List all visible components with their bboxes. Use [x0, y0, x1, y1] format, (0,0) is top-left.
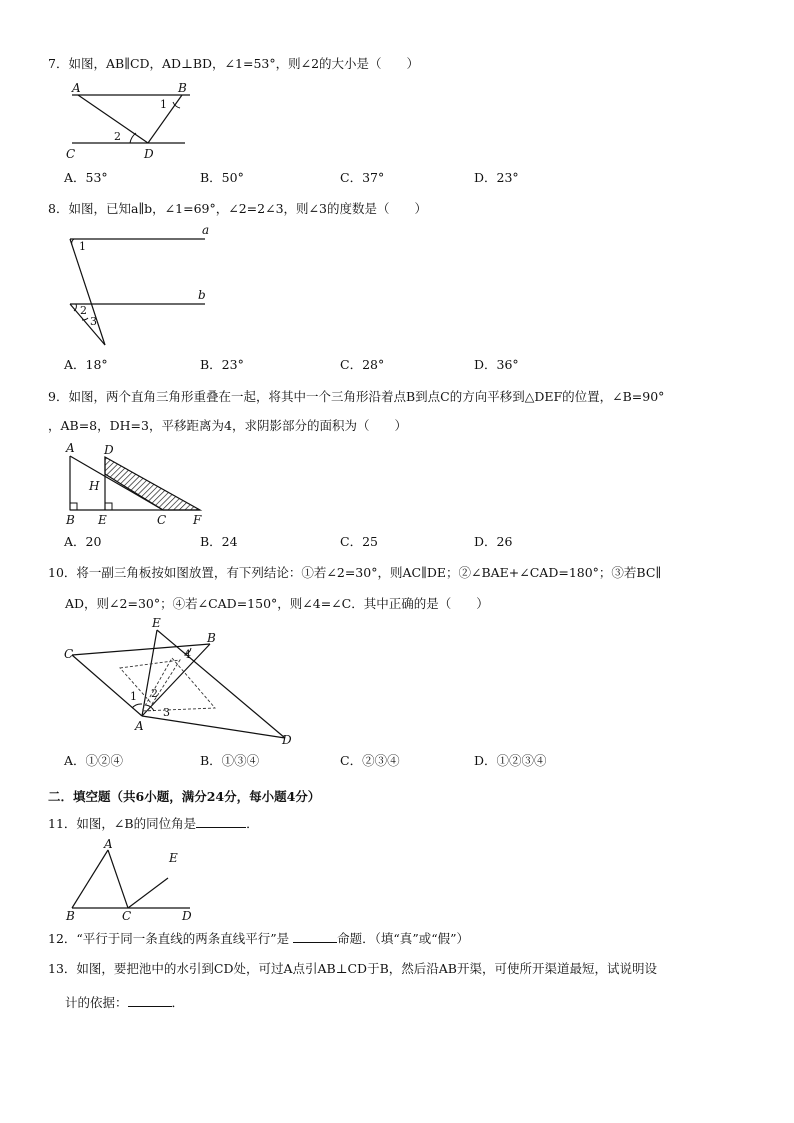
- q11-label-e: E: [169, 851, 178, 865]
- q13-answer-blank[interactable]: [128, 995, 172, 1007]
- q13-stem-line1: 13．如图，要把池中的水引到CD处，可过A点引AB⊥CD于B，然后沿AB开渠，可使所开渠道最短，试说明设: [48, 961, 657, 976]
- q9-label-a: A: [66, 441, 75, 455]
- q8-label-b: b: [198, 288, 206, 302]
- q10-label-d: D: [282, 733, 292, 747]
- q7-angle-1: 1: [160, 98, 167, 111]
- q10-label-c: C: [64, 647, 74, 661]
- q12-stem-end: 命题．（填“真”或“假”）: [337, 931, 469, 946]
- q8-angle-1: 1: [79, 240, 86, 253]
- q11-stem-text: 11．如图，∠B的同位角是: [48, 816, 197, 831]
- q9-label-c: C: [157, 513, 167, 527]
- q7-option-a[interactable]: A．53°: [64, 170, 108, 185]
- q10-stem-line1: 10．将一副三角板按如图放置，有下列结论：①若∠2=30°，则AC∥DE；②∠BAE+∠CAD=180°；③若BC∥: [48, 565, 662, 580]
- q12-stem-text: 12．“平行于同一条直线的两条直线平行”是: [48, 931, 290, 946]
- q9-label-f: F: [193, 513, 202, 527]
- q7-option-b[interactable]: B．50°: [200, 170, 244, 185]
- q13-stem-end: ．: [171, 995, 185, 1010]
- q10-label-b: B: [207, 631, 216, 645]
- q10-figure: [60, 618, 300, 748]
- q10-label-e: E: [152, 616, 161, 630]
- q11-stem: [48, 816, 259, 831]
- q11-label-a: A: [104, 837, 113, 851]
- q11-answer-blank[interactable]: [196, 816, 246, 828]
- q9-label-h: H: [89, 479, 100, 493]
- q9-stem-line2: ，AB=8，DH=3，平移距离为4，求阴影部分的面积为（ ）: [48, 418, 407, 433]
- q10-stem-line2: AD，则∠2=30°；④若∠CAD=150°，则∠4=∠C．其中正确的是（ ）: [65, 596, 489, 611]
- q8-option-c[interactable]: C．28°: [340, 357, 385, 372]
- q7-stem: 7．如图，AB∥CD，AD⊥BD，∠1=53°，则∠2的大小是（ ）: [48, 56, 420, 71]
- q10-option-b[interactable]: B．①③④: [200, 753, 260, 768]
- q11-stem-end: ．: [246, 816, 259, 831]
- q8-stem: 8．如图，已知a∥b，∠1=69°，∠2=2∠3，则∠3的度数是（ ）: [48, 201, 427, 216]
- q10-label-a: A: [135, 719, 144, 733]
- q8-option-b[interactable]: B．23°: [200, 357, 244, 372]
- q8-option-d[interactable]: D．36°: [474, 357, 519, 372]
- q8-label-a: a: [202, 223, 210, 237]
- q9-stem-line1: 9．如图，两个直角三角形重叠在一起，将其中一个三角形沿着点B到点C的方向平移到△DEF的位置，∠B=90°: [48, 389, 665, 404]
- q7-option-c[interactable]: C．37°: [340, 170, 385, 185]
- q11-label-c: C: [122, 909, 132, 923]
- q7-figure: [60, 80, 200, 165]
- q7-angle-2: 2: [114, 130, 121, 143]
- q7-label-c: C: [66, 147, 76, 161]
- q9-figure: [60, 442, 210, 527]
- q9-label-d: D: [104, 443, 114, 457]
- q10-angle-2: 2: [151, 687, 158, 700]
- q7-label-a: A: [72, 81, 81, 95]
- q9-label-e: E: [98, 513, 107, 527]
- q7-option-d[interactable]: D．23°: [474, 170, 519, 185]
- q10-angle-4: 4: [184, 648, 191, 661]
- q8-option-a[interactable]: A．18°: [64, 357, 108, 372]
- section-heading-fill-blank: 二．填空题（共6小题，满分24分，每小题4分）: [48, 789, 321, 804]
- q13-stem-text: 计的依据：: [65, 995, 128, 1010]
- q10-angle-3: 3: [163, 706, 170, 719]
- q8-angle-2: 2: [80, 304, 87, 317]
- q10-angle-1: 1: [130, 690, 137, 703]
- q10-option-a[interactable]: A．①②④: [64, 753, 124, 768]
- q10-option-c[interactable]: C．②③④: [340, 753, 400, 768]
- q7-label-d: D: [144, 147, 154, 161]
- q8-angle-3: 3: [90, 315, 97, 328]
- q8-figure: [60, 225, 210, 350]
- q9-option-a[interactable]: A．20: [64, 534, 102, 549]
- q12-stem: [48, 931, 469, 946]
- q12-answer-blank[interactable]: [293, 931, 337, 943]
- q9-option-b[interactable]: B．24: [200, 534, 238, 549]
- q10-option-d[interactable]: D．①②③④: [474, 753, 547, 768]
- q9-label-b: B: [66, 513, 75, 527]
- q11-label-b: B: [66, 909, 75, 923]
- q13-stem-line2: [65, 995, 184, 1010]
- q11-label-d: D: [182, 909, 192, 923]
- q11-figure: [60, 838, 200, 923]
- q9-option-d[interactable]: D．26: [474, 534, 513, 549]
- q9-option-c[interactable]: C．25: [340, 534, 378, 549]
- q7-label-b: B: [178, 81, 187, 95]
